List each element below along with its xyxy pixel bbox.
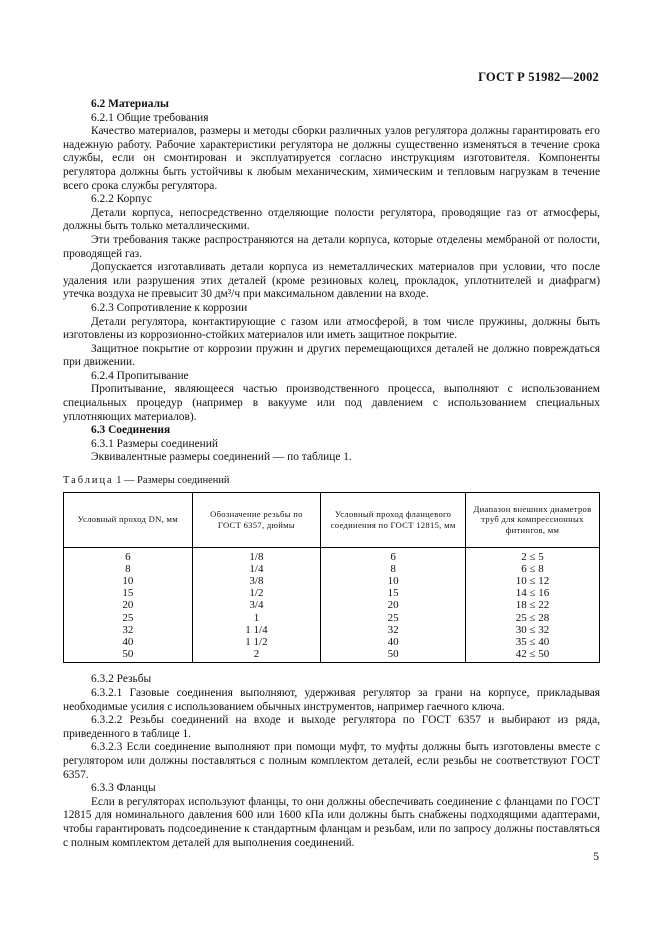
- table-cell: 40: [64, 636, 193, 648]
- paragraph-flanges: Если в регуляторах используют фланцы, то они должны обеспечивать соединение с фланцами по ГОСТ 12815 для номинального давления 600 или 1600 кПа или должны быть снабжены подходящими адаптерами, чтобы гарантировать подсоединение к стандартным фланцам и резьбам, или по запросу должны поставляться с полным комплектом деталей для выполнения соединений.: [63, 795, 600, 849]
- table-row: [64, 563, 600, 575]
- table-row: [64, 587, 600, 599]
- paragraph-corrosion-coating: Защитное покрытие от коррозии пружин и других перемещающихся деталей не должно повреждаться при движении.: [63, 342, 600, 369]
- table-cell: 6 ≤ 8: [465, 563, 599, 575]
- paragraph-general-requirements: Качество материалов, размеры и методы сборки различных узлов регулятора должны гарантировать его надежную работу. Рабочие характеристики регулятора не должны существенно изменяться в течение срока службы, если он смонтирован и эксплуатируется согласно инструкциям изготовителя. Компоненты регулятора должны быть устойчивы к любым механическим, химическим и тепловым нагрузкам в течение всего срока службы регулятора.: [63, 125, 600, 192]
- table-cell: 50: [321, 648, 466, 663]
- table-cell: 8: [321, 563, 466, 575]
- table-cell: 18 ≤ 22: [465, 599, 599, 611]
- table-cell: 3/4: [192, 599, 321, 611]
- table-cell: 20: [321, 599, 466, 611]
- column-header-thread: Обозначение резьбы по ГОСТ 6357, дюймы: [192, 492, 321, 547]
- subsection-heading-6-3-2: 6.3.2 Резьбы: [91, 673, 152, 686]
- paragraph-body-metal: Детали корпуса, непосредственно отделяющие полости регулятора, проводящие газ от атмосферы, должны быть только металлическими.: [63, 206, 600, 233]
- table-cell: 6: [64, 547, 193, 563]
- table-row: [64, 636, 600, 648]
- table-cell: 1/8: [192, 547, 321, 563]
- table-cell: 32: [64, 624, 193, 636]
- section-heading-6-3: 6.3 Соединения: [91, 424, 171, 437]
- subsection-heading-6-2-1: 6.2.1 Общие требования: [91, 111, 209, 124]
- table-cell: 50: [64, 648, 193, 663]
- table-cell: 35 ≤ 40: [465, 636, 599, 648]
- subsection-heading-6-3-1: 6.3.1 Размеры соединений: [91, 437, 218, 450]
- table-header-row: [64, 492, 600, 547]
- document-id-header: ГОСТ Р 51982—2002: [478, 70, 599, 84]
- paragraph-body-nonmetal: Допускается изготавливать детали корпуса из неметаллических материалов при условии, что после удаления или разрушения этих деталей (кроме резиновых колец, прокладок, уплотнителей и диафрагм) утечка воздуха не превысит 30 дм³/ч при максимальном давлении на входе.: [63, 261, 600, 301]
- table-row: [64, 624, 600, 636]
- table-cell: 1/2: [192, 587, 321, 599]
- table-cell: 2: [192, 648, 321, 663]
- column-header-pipe-diameter: Диапазон внешних диаметров труб для компрессионных фитингов, мм: [465, 492, 599, 547]
- table-cell: 3/8: [192, 575, 321, 587]
- table-cell: 20: [64, 599, 193, 611]
- paragraph-equivalent-sizes: Эквивалентные размеры соединений — по таблице 1.: [91, 451, 352, 464]
- table-cell: 25: [321, 612, 466, 624]
- table-row: [64, 648, 600, 663]
- table-cell: 1 1/2: [192, 636, 321, 648]
- paragraph-body-membrane: Эти требования также распространяются на детали корпуса, которые отделены мембраной от полости, проводящей газ.: [63, 233, 600, 260]
- table-cell: 30 ≤ 32: [465, 624, 599, 636]
- table-cell: 14 ≤ 16: [465, 587, 599, 599]
- table-cell: 15: [64, 587, 193, 599]
- paragraph-gas-connections: 6.3.2.1 Газовые соединения выполняют, удерживая регулятор за грани на корпусе, прикладывая необходимые усилия с использованием обычных инструментов, например гаечного ключа.: [63, 687, 600, 713]
- table-cell: 10 ≤ 12: [465, 575, 599, 587]
- section-heading-6-2: 6.2 Материалы: [91, 98, 169, 110]
- paragraph-thread-standard: 6.3.2.2 Резьбы соединений на входе и выходе регулятора по ГОСТ 6357 и выбирают из ряда, приведенного в таблице 1.: [63, 714, 600, 740]
- table-caption-word: Таблица: [63, 475, 114, 487]
- subsection-heading-6-2-4: 6.2.4 Пропитывание: [91, 369, 189, 382]
- table-cell: 32: [321, 624, 466, 636]
- table-cell: 10: [64, 575, 193, 587]
- table-row: [64, 612, 600, 624]
- page-content: [63, 98, 600, 850]
- table-cell: 1/4: [192, 563, 321, 575]
- table-row: [64, 547, 600, 563]
- table-cell: 15: [321, 587, 466, 599]
- table-caption-text: 1 — Размеры соединений: [113, 475, 230, 487]
- table-row: [64, 575, 600, 587]
- table-cell: 1: [192, 612, 321, 624]
- table-cell: 8: [64, 563, 193, 575]
- table-cell: 42 ≤ 50: [465, 648, 599, 663]
- connection-sizes-table: [63, 492, 600, 664]
- paragraph-impregnation: Пропитывание, являющееся частью производственного процесса, выполняют с использованием специальных процедур (например в вакууме или под давлением с использованием специальных уплотняющих материалов).: [63, 383, 600, 423]
- table-cell: 2 ≤ 5: [465, 547, 599, 563]
- paragraph-corrosion-materials: Детали регулятора, контактирующие с газом или атмосферой, в том числе пружины, должны быть изготовлены из коррозионно-стойких материалов или иметь защитное покрытие.: [63, 315, 600, 342]
- table-row: [64, 599, 600, 611]
- subsection-heading-6-3-3: 6.3.3 Фланцы: [91, 782, 156, 795]
- table-cell: 25: [64, 612, 193, 624]
- table-cell: 1 1/4: [192, 624, 321, 636]
- table-cell: 25 ≤ 28: [465, 612, 599, 624]
- column-header-flange: Условный проход фланцевого соединения по ГОСТ 12815, мм: [321, 492, 466, 547]
- paragraph-couplings: 6.3.2.3 Если соединение выполняют при помощи муфт, то муфты должны быть изготовлены вместе с регулятором или должны поставляться с полным комплектом деталей, если резьбы не соответствуют ГОСТ 6357.: [63, 741, 600, 781]
- subsection-heading-6-2-2: 6.2.2 Корпус: [91, 193, 152, 206]
- table-body: [64, 547, 600, 663]
- table-cell: 6: [321, 547, 466, 563]
- subsection-heading-6-2-3: 6.2.3 Сопротивление к коррозии: [91, 301, 248, 314]
- page-number: 5: [593, 851, 599, 863]
- table-1-caption: [63, 474, 600, 488]
- column-header-dn: Условный проход DN, мм: [64, 492, 193, 547]
- table-cell: 10: [321, 575, 466, 587]
- table-cell: 40: [321, 636, 466, 648]
